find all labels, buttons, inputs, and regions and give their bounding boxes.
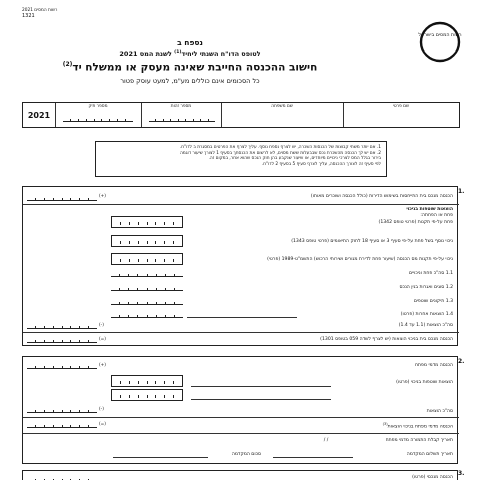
form-id: [22, 8, 57, 19]
instruction-line: בירור בגלל המס לצרכי ניכויים מיוחדים, או שיעור שנקבע בהן חוק הנכס שהוא אחר, במקום זה.: [208, 156, 381, 161]
advance-date-field[interactable]: [273, 457, 353, 458]
section1-subheading: הוצאות שוטפות בניכוי: [406, 207, 453, 212]
depreciation-field[interactable]: [111, 216, 183, 228]
key-money-expenses-label: הוצאות שוטפות בניכוי (פרטו): [396, 380, 453, 385]
other-expenses-detail-field[interactable]: [187, 317, 297, 318]
section3-field[interactable]: [27, 474, 97, 480]
instruction-line: 1. אם יותר משתי קבוצות של הכנסות השכרה, יש לצרף נספח נוסף. עליך לצרף את הפרטים במסגרת ב לדו"ח.: [179, 145, 381, 150]
section1-row-label: ניכוי על-פי תקנות מס הכנסה (שיעור פחת לדירת מגורים ושירותי הרכוש) התשמ"ט-1989 (פרטי): [267, 257, 453, 262]
section1-number: 1.: [458, 188, 465, 195]
section1-box: [22, 186, 458, 346]
section1-income-sign: (+): [99, 194, 106, 199]
key-money-total-sign: (-): [99, 407, 104, 412]
last-name-field[interactable]: [225, 113, 339, 125]
key-money-date-field[interactable]: / /: [323, 438, 329, 443]
section1-heading: הכנסה מנכס בית התייחסות בשימוש הדירות (כולל הכנסה ושוכרים מאותו): [310, 194, 453, 199]
section1-row-label: 1.3 תיקונים שוטפים: [413, 299, 453, 304]
tax-authority-logo: [418, 20, 462, 64]
advance-amount-field[interactable]: [113, 457, 208, 458]
section1-income-field[interactable]: [27, 193, 97, 201]
section1-net-field[interactable]: [27, 335, 97, 343]
page-title: [40, 61, 340, 74]
file-number-field[interactable]: [63, 114, 133, 122]
section1-net-label: הכנסה מנכס בית בניכוי הוצאות (יש לצרף לשדה 059 בטופס 1301): [320, 337, 453, 342]
form-id-line1: רשות המסים 2021: [22, 8, 58, 13]
key-money-income-label: הכנסה מדמי מפתח: [415, 363, 453, 368]
form-id-line2: 1321: [22, 12, 35, 19]
key-money-expense-detail-1[interactable]: [191, 386, 331, 387]
title-text: חישוב ההכנסה החייבת שאינה מעסק או ממשלח יד: [72, 61, 318, 74]
section2-number: 2.: [458, 358, 465, 365]
key-money-total-field[interactable]: [27, 405, 97, 413]
fees-field[interactable]: [111, 283, 183, 291]
section3-number: 3.: [458, 470, 465, 477]
section1-row-label: פחת על-פי תקנות (פרטי טופס 1342): [378, 220, 453, 225]
section1-row-label: 1.2 סוגים ואגרות בנין הנכס: [399, 285, 453, 290]
section1-total-label: סה"כ הוצאות (1.1 עד 1.4): [398, 323, 453, 328]
key-money-net-text: הכנסה מדמי מפתח בניכוי הוצאות: [387, 424, 453, 430]
section2-box: [22, 356, 458, 464]
section1-total-sign: (-): [99, 323, 104, 328]
advance-date-label: תאריך תשלום המקדמה: [406, 452, 453, 457]
section1-row-label: 1.4 הוצאות אחרות (פרטו): [400, 312, 453, 317]
section1-total-field[interactable]: [27, 321, 97, 329]
id-number-label: מספר זהות: [170, 104, 192, 109]
tax-year: 2021: [27, 110, 51, 120]
section3-box: [22, 470, 458, 480]
section1-subheading2: פחת או הפחתה:: [420, 213, 453, 218]
subtitle-sup: (1): [174, 50, 182, 55]
section1-row-label: ניכוי נוסף בשל פחת על-פי סעיף 3 או סעיף 18 לחוק התיאומים (פרטי טופס 1343): [291, 239, 453, 244]
instruction-line: 2. אם יש לך הכנסה מהשכרת נכס שבבעלות ששת מסוים, לא לרשום את הכנסתך בסעיף 1 לצורך שיעור דוגמה: [179, 150, 381, 156]
title-sup: (2): [62, 61, 73, 69]
total-depreciation-field[interactable]: [111, 269, 183, 277]
form-header: [40, 38, 340, 85]
subtitle: [40, 50, 340, 58]
other-expenses-amount-field[interactable]: [111, 310, 183, 318]
key-money-expense-field-1[interactable]: [111, 375, 183, 387]
key-money-net-sign: (=): [99, 422, 106, 427]
housing-deduction-field[interactable]: [111, 253, 183, 265]
key-money-date-label: תאריך קבלת התמורה מדמי מפתח: [385, 438, 453, 443]
repairs-field[interactable]: [111, 297, 183, 305]
key-money-total-label: סה"כ הוצאות: [426, 409, 453, 414]
extra-depreciation-field[interactable]: [111, 235, 183, 247]
id-number-field[interactable]: [149, 114, 215, 122]
first-name-field[interactable]: [347, 113, 457, 125]
appendix-label: נספח ב: [177, 38, 203, 47]
subtitle-text: לטופס הדו"ח השנתי ליחיד: [181, 50, 261, 59]
key-money-net-label: [223, 422, 453, 430]
first-name-label: שם פרטי: [392, 104, 410, 109]
instruction-line: לפי סעיף זה לצורך ההכנסה, עליך לצרף סעיף 5 בסעיף 2 לדו"ח.: [261, 161, 381, 167]
key-money-net-sup: (3): [382, 422, 388, 426]
vat-note: כל הסכומים אינם כוללים מע"מ, למעט עוסק פטור: [120, 76, 260, 85]
taxpayer-id-row: [22, 102, 460, 128]
logo-text: רשות המסים בישראל: [418, 33, 462, 38]
key-money-expense-field-2[interactable]: [111, 389, 183, 401]
key-money-expense-detail-2[interactable]: [191, 399, 331, 400]
key-money-net-field[interactable]: [27, 420, 97, 428]
file-number-label: מספר תיק: [88, 104, 108, 109]
subtitle-year: לשנת המס 2021: [119, 50, 172, 59]
last-name-label: שם משפחה: [271, 104, 293, 109]
instructions-box: [95, 141, 387, 177]
key-money-income-sign: (+): [99, 363, 106, 368]
advance-amount-label: סכום המקדמה: [231, 452, 261, 457]
section3-heading: הכנסה מנכסי (פרטו): [412, 475, 453, 480]
logo-emblem-icon: [418, 20, 462, 64]
section1-net-sign: (=): [99, 337, 106, 342]
key-money-income-field[interactable]: [27, 361, 97, 369]
section1-row-label: 1.1 סה"כ פחת וניכויים: [408, 271, 453, 276]
